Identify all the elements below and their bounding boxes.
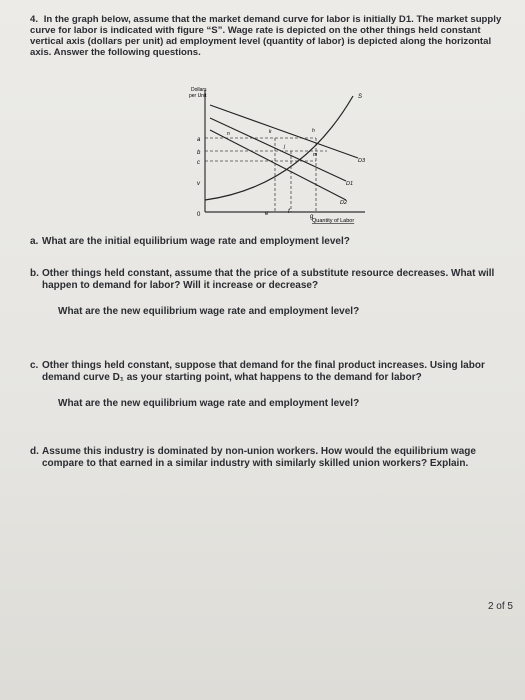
question-prompt-text: In the graph below, assume that the market demand curve for labor is initially D1. The market supply curve for labor is indicated with figure “S”. Wage rate is depicted on the other things held constant vertical axis (dollars per unit) ad employment level (quantity of labor) is depicted along the horizontal axis. Answer the following questions. <box>30 14 502 58</box>
x-axis-label: Quantity of Labor <box>312 218 355 224</box>
question-a-label: a. <box>30 236 39 247</box>
curve-label-d1: D1 <box>346 181 354 187</box>
labor-market-graph <box>160 82 370 232</box>
question-4-prompt <box>30 14 510 58</box>
question-c-text: Other things held constant, suppose that demand for the final product increases. Using labor demand curve D₁ as your starting point, what happens to the demand for labor? <box>42 360 485 383</box>
question-d-label: d. <box>30 446 39 457</box>
y-tick-b: b <box>197 150 201 156</box>
point-label-m: m <box>313 152 318 158</box>
demand-curve-d3 <box>210 105 358 158</box>
x-tick-f: f <box>288 209 290 215</box>
x-tick-g: g <box>310 214 314 220</box>
point-label-k: k <box>269 129 272 135</box>
y-tick-a: a <box>197 137 201 143</box>
demand-curve-d1 <box>210 118 346 181</box>
y-tick-c: c <box>197 160 200 166</box>
question-b-label: b. <box>30 268 39 279</box>
point-label-j: j <box>284 144 286 150</box>
x-tick-e: e <box>265 211 269 217</box>
curve-label-d3: D3 <box>358 158 366 164</box>
question-a-text: What are the initial equilibrium wage rate and employment level? <box>42 236 350 247</box>
curve-label-s: S <box>358 94 363 100</box>
y-axis-label-line2: per Unit <box>189 93 207 99</box>
question-c-followup: What are the new equilibrium wage rate and employment level? <box>58 398 360 409</box>
question-a <box>30 236 512 248</box>
question-c <box>30 360 512 384</box>
question-c-label: c. <box>30 360 39 371</box>
question-d <box>30 446 512 470</box>
demand-curve-d2 <box>210 130 346 200</box>
curve-label-d2: D2 <box>340 200 348 206</box>
dashed-guides <box>205 138 327 212</box>
point-label-n: n <box>227 131 230 137</box>
origin-label: 0 <box>197 212 201 218</box>
y-tick-v: v <box>197 181 200 187</box>
question-b <box>30 268 512 292</box>
question-b-text: Other things held constant, assume that the price of a substitute resource decreases. What will happen to demand for labor? Will it increase or decrease? <box>42 268 495 291</box>
question-d-text: Assume this industry is dominated by non-union workers. How would the equilibrium wage compare to that earned in a similar industry with similarly skilled union workers? Explain. <box>42 446 476 469</box>
question-b-followup: What are the new equilibrium wage rate and employment level? <box>58 306 360 317</box>
point-label-h: h <box>312 128 315 134</box>
question-number: 4. <box>30 14 39 25</box>
y-axis-label-line1: Dollars <box>191 87 207 93</box>
page-number: 2 of 5 <box>487 601 513 612</box>
